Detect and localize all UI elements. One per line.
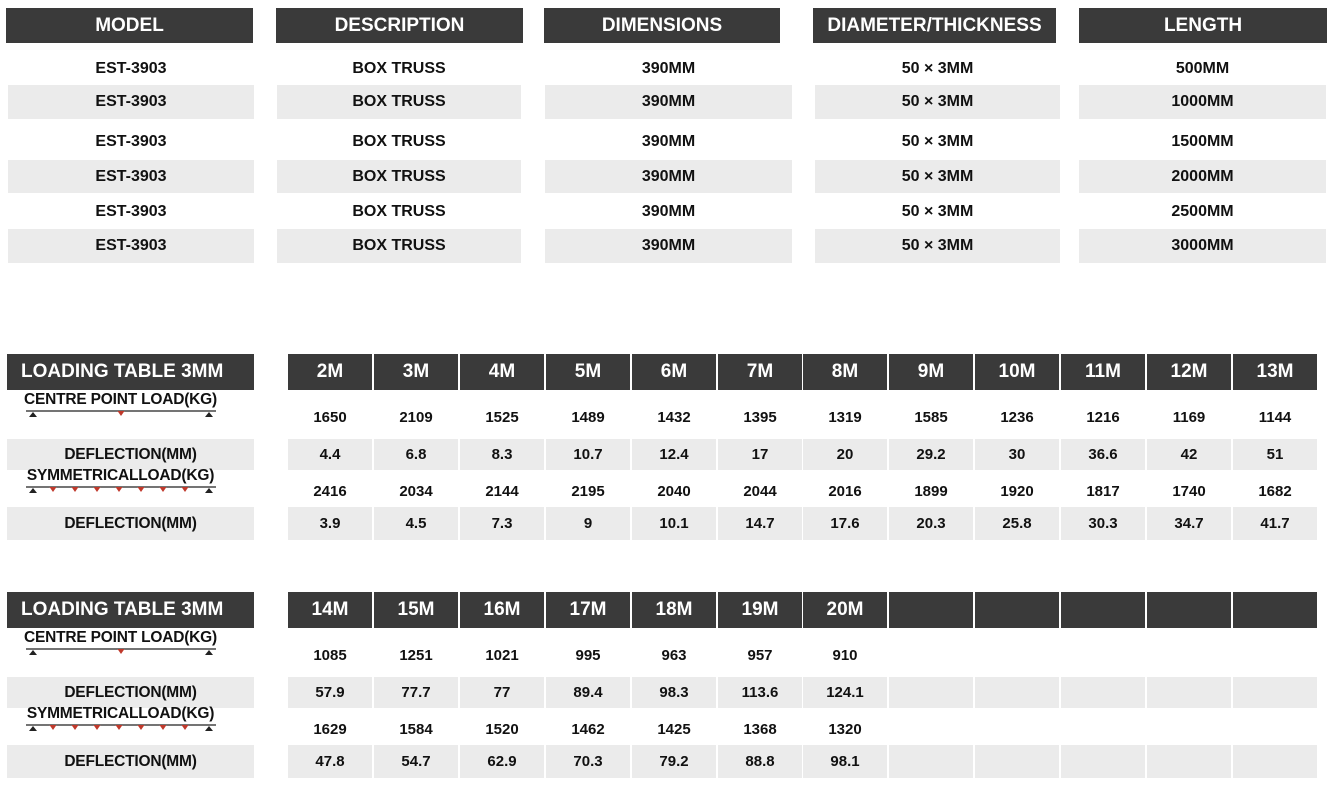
loading-value-cell: 910	[832, 646, 858, 664]
loading-value-cell	[975, 712, 1059, 746]
beam-support-icon	[205, 488, 213, 493]
loading-value-cell: 2034	[399, 482, 433, 500]
loading-value-cell: 89.4	[546, 677, 630, 708]
product-cell: 390MM	[641, 202, 696, 220]
loading-value-cell: 1320	[828, 720, 862, 738]
loading-value-cell: 34.7	[1147, 507, 1231, 540]
loading-value-cell: 963	[661, 646, 687, 664]
load-marker-icon	[117, 411, 124, 416]
beam-support-icon	[29, 650, 37, 655]
product-header-cell: DIAMETER/THICKNESS	[813, 8, 1056, 43]
loading-value-cell	[889, 712, 973, 746]
product-cell: 390MM	[641, 133, 696, 150]
loading-value-cell: 2416	[313, 482, 347, 500]
load-marker-icon	[49, 725, 56, 730]
loading-row-label: DEFLECTION(MM)	[7, 439, 254, 470]
loading-value-cell: 8.3	[460, 439, 544, 470]
span-header-cell: 7M	[718, 354, 802, 390]
loading-value-cell: 57.9	[288, 677, 372, 708]
loading-value-cell: 17.6	[803, 507, 887, 540]
loading-row-label	[7, 467, 234, 493]
loading-value-cell: 124.1	[803, 677, 887, 708]
loading-value-cell: 20	[803, 439, 887, 470]
product-cell: 2500MM	[1171, 202, 1234, 220]
load-marker-icon	[115, 487, 122, 492]
load-marker-icon	[159, 487, 166, 492]
load-marker-icon	[181, 725, 188, 730]
loading-value-cell: 113.6	[718, 677, 802, 708]
span-header-cell: 16M	[460, 592, 544, 628]
centre-point-load-icon	[21, 409, 221, 417]
loading-value-cell: 1395	[743, 408, 777, 426]
span-header-cell: 4M	[460, 354, 544, 390]
loading-value-cell: 1251	[399, 646, 433, 664]
loading-value-cell	[1061, 745, 1145, 778]
product-cell: 50 × 3MM	[815, 160, 1060, 193]
product-cell: 50 × 3MM	[901, 202, 974, 220]
loading-value-cell: 41.7	[1233, 507, 1317, 540]
loading-value-cell: 98.1	[803, 745, 887, 778]
product-cell: 390MM	[545, 85, 792, 119]
loading-value-cell	[1233, 712, 1317, 746]
loading-value-cell: 1236	[1000, 408, 1034, 426]
loading-value-cell: 25.8	[975, 507, 1059, 540]
loading-value-cell	[1233, 677, 1317, 708]
loading-value-cell: 20.3	[889, 507, 973, 540]
loading-value-cell	[975, 636, 1059, 674]
loading-value-cell: 42	[1147, 439, 1231, 470]
loading-value-cell: 1021	[485, 646, 519, 664]
load-marker-icon	[115, 725, 122, 730]
span-header-cell: 9M	[889, 354, 973, 390]
loading-value-cell: 1585	[914, 408, 948, 426]
loading-value-cell: 2040	[657, 482, 691, 500]
beam-support-icon	[205, 650, 213, 655]
loading-value-cell: 36.6	[1061, 439, 1145, 470]
load-marker-icon	[117, 649, 124, 654]
loading-value-cell	[1147, 712, 1231, 746]
loading-value-cell: 30.3	[1061, 507, 1145, 540]
load-marker-icon	[159, 725, 166, 730]
loading-value-cell: 1740	[1172, 482, 1206, 500]
loading-value-cell: 88.8	[718, 745, 802, 778]
load-marker-icon	[49, 487, 56, 492]
load-marker-icon	[137, 487, 144, 492]
product-cell: 50 × 3MM	[901, 133, 974, 150]
product-cell: BOX TRUSS	[352, 59, 446, 77]
span-header-cell	[1233, 592, 1317, 628]
product-cell: 1000MM	[1079, 85, 1326, 119]
loading-value-cell: 1525	[485, 408, 519, 426]
loading-row-label-text: CENTRE POINT LOAD(KG)	[24, 391, 217, 408]
loading-value-cell	[889, 745, 973, 778]
loading-value-cell: 1682	[1258, 482, 1292, 500]
loading-row-label-text: SYMMETRICALLOAD(KG)	[26, 467, 215, 484]
span-header-cell: 2M	[288, 354, 372, 390]
loading-row-label: DEFLECTION(MM)	[7, 507, 254, 540]
loading-value-cell: 1319	[828, 408, 862, 426]
loading-value-cell: 10.7	[546, 439, 630, 470]
span-header-cell: 8M	[803, 354, 887, 390]
product-cell: 50 × 3MM	[815, 229, 1060, 263]
loading-row-label-text: CENTRE POINT LOAD(KG)	[24, 629, 217, 646]
loading-value-cell: 1085	[313, 646, 347, 664]
span-header-cell: 11M	[1061, 354, 1145, 390]
product-cell: BOX TRUSS	[277, 85, 521, 119]
load-marker-icon	[71, 725, 78, 730]
loading-value-cell: 2195	[571, 482, 605, 500]
loading-value-cell: 77.7	[374, 677, 458, 708]
loading-value-cell: 29.2	[889, 439, 973, 470]
loading-value-cell: 1629	[313, 720, 347, 738]
product-cell: EST-3903	[95, 202, 167, 220]
loading-value-cell: 77	[460, 677, 544, 708]
product-cell: 50 × 3MM	[815, 85, 1060, 119]
loading-value-cell	[1061, 636, 1145, 674]
loading-value-cell: 995	[575, 646, 601, 664]
symmetrical-load-icon	[21, 723, 221, 731]
span-header-cell: 18M	[632, 592, 716, 628]
loading-value-cell	[1233, 636, 1317, 674]
loading-row-label	[7, 629, 234, 655]
product-cell: BOX TRUSS	[352, 133, 446, 150]
beam-support-icon	[29, 726, 37, 731]
load-marker-icon	[137, 725, 144, 730]
loading-value-cell: 1584	[399, 720, 433, 738]
loading-value-cell	[975, 745, 1059, 778]
loading-value-cell: 1817	[1086, 482, 1120, 500]
span-header-cell: 19M	[718, 592, 802, 628]
product-cell: BOX TRUSS	[352, 202, 446, 220]
loading-row-label	[7, 705, 234, 731]
loading-value-cell: 51	[1233, 439, 1317, 470]
span-header-cell: 3M	[374, 354, 458, 390]
centre-point-load-icon	[21, 647, 221, 655]
loading-value-cell: 6.8	[374, 439, 458, 470]
loading-value-cell: 3.9	[288, 507, 372, 540]
loading-row-label-text: SYMMETRICALLOAD(KG)	[26, 705, 215, 722]
beam-support-icon	[205, 412, 213, 417]
span-header-cell: 17M	[546, 592, 630, 628]
loading-value-cell	[1233, 745, 1317, 778]
loading-row-label: DEFLECTION(MM)	[7, 745, 254, 778]
loading-row-label	[7, 391, 234, 417]
loading-value-cell: 1432	[657, 408, 691, 426]
product-cell: BOX TRUSS	[277, 229, 521, 263]
span-header-cell	[1061, 592, 1145, 628]
product-header-cell: DESCRIPTION	[276, 8, 523, 43]
span-header-cell	[889, 592, 973, 628]
loading-value-cell: 98.3	[632, 677, 716, 708]
loading-table-title: LOADING TABLE 3MM	[7, 592, 254, 628]
loading-value-cell: 62.9	[460, 745, 544, 778]
loading-value-cell	[1147, 636, 1231, 674]
product-cell: 1500MM	[1171, 133, 1234, 150]
span-header-cell: 15M	[374, 592, 458, 628]
load-marker-icon	[93, 725, 100, 730]
product-header-cell: LENGTH	[1079, 8, 1327, 43]
loading-value-cell	[1061, 677, 1145, 708]
span-header-cell	[975, 592, 1059, 628]
loading-value-cell: 70.3	[546, 745, 630, 778]
loading-value-cell	[1147, 745, 1231, 778]
product-cell: 390MM	[545, 229, 792, 263]
product-cell: EST-3903	[8, 85, 254, 119]
beam-support-icon	[29, 488, 37, 493]
beam-support-icon	[29, 412, 37, 417]
loading-value-cell: 2016	[828, 482, 862, 500]
loading-value-cell: 1144	[1258, 408, 1292, 426]
loading-value-cell: 1368	[743, 720, 777, 738]
product-cell: 2000MM	[1079, 160, 1326, 193]
loading-value-cell: 30	[975, 439, 1059, 470]
loading-value-cell: 957	[747, 646, 773, 664]
loading-value-cell: 12.4	[632, 439, 716, 470]
span-header-cell: 14M	[288, 592, 372, 628]
product-cell: BOX TRUSS	[277, 160, 521, 193]
load-marker-icon	[181, 487, 188, 492]
span-header-cell: 6M	[632, 354, 716, 390]
loading-value-cell	[1061, 712, 1145, 746]
loading-value-cell: 10.1	[632, 507, 716, 540]
loading-value-cell: 1169	[1172, 408, 1206, 426]
loading-value-cell: 4.4	[288, 439, 372, 470]
loading-value-cell: 1899	[914, 482, 948, 500]
loading-value-cell: 54.7	[374, 745, 458, 778]
loading-value-cell: 7.3	[460, 507, 544, 540]
product-cell: 390MM	[545, 160, 792, 193]
product-cell: 50 × 3MM	[901, 59, 974, 77]
loading-value-cell: 1650	[313, 408, 347, 426]
loading-value-cell: 1462	[571, 720, 605, 738]
product-header-cell: MODEL	[6, 8, 253, 43]
load-marker-icon	[93, 487, 100, 492]
loading-value-cell: 2144	[485, 482, 519, 500]
product-cell: EST-3903	[95, 133, 167, 150]
loading-value-cell: 1520	[485, 720, 519, 738]
loading-value-cell	[889, 677, 973, 708]
loading-value-cell: 47.8	[288, 745, 372, 778]
span-header-cell: 5M	[546, 354, 630, 390]
product-cell: 390MM	[641, 59, 696, 77]
loading-value-cell: 1425	[657, 720, 691, 738]
product-cell: 500MM	[1175, 59, 1230, 77]
loading-value-cell: 1216	[1086, 408, 1120, 426]
product-cell: EST-3903	[8, 229, 254, 263]
span-header-cell: 13M	[1233, 354, 1317, 390]
loading-table-title: LOADING TABLE 3MM	[7, 354, 254, 390]
product-cell: 3000MM	[1079, 229, 1326, 263]
product-header-cell: DIMENSIONS	[544, 8, 780, 43]
loading-value-cell	[975, 677, 1059, 708]
loading-value-cell	[889, 636, 973, 674]
beam-support-icon	[205, 726, 213, 731]
span-header-cell: 10M	[975, 354, 1059, 390]
loading-value-cell: 1920	[1000, 482, 1034, 500]
loading-row-label: DEFLECTION(MM)	[7, 677, 254, 708]
span-header-cell: 12M	[1147, 354, 1231, 390]
loading-value-cell: 17	[718, 439, 802, 470]
loading-value-cell: 1489	[571, 408, 605, 426]
loading-value-cell: 14.7	[718, 507, 802, 540]
product-cell: EST-3903	[95, 59, 167, 77]
loading-value-cell: 2109	[399, 408, 433, 426]
span-header-cell	[1147, 592, 1231, 628]
symmetrical-load-icon	[21, 485, 221, 493]
load-marker-icon	[71, 487, 78, 492]
loading-value-cell: 4.5	[374, 507, 458, 540]
loading-value-cell	[1147, 677, 1231, 708]
loading-value-cell: 2044	[743, 482, 777, 500]
loading-value-cell: 9	[546, 507, 630, 540]
span-header-cell: 20M	[803, 592, 887, 628]
product-cell: EST-3903	[8, 160, 254, 193]
loading-value-cell: 79.2	[632, 745, 716, 778]
